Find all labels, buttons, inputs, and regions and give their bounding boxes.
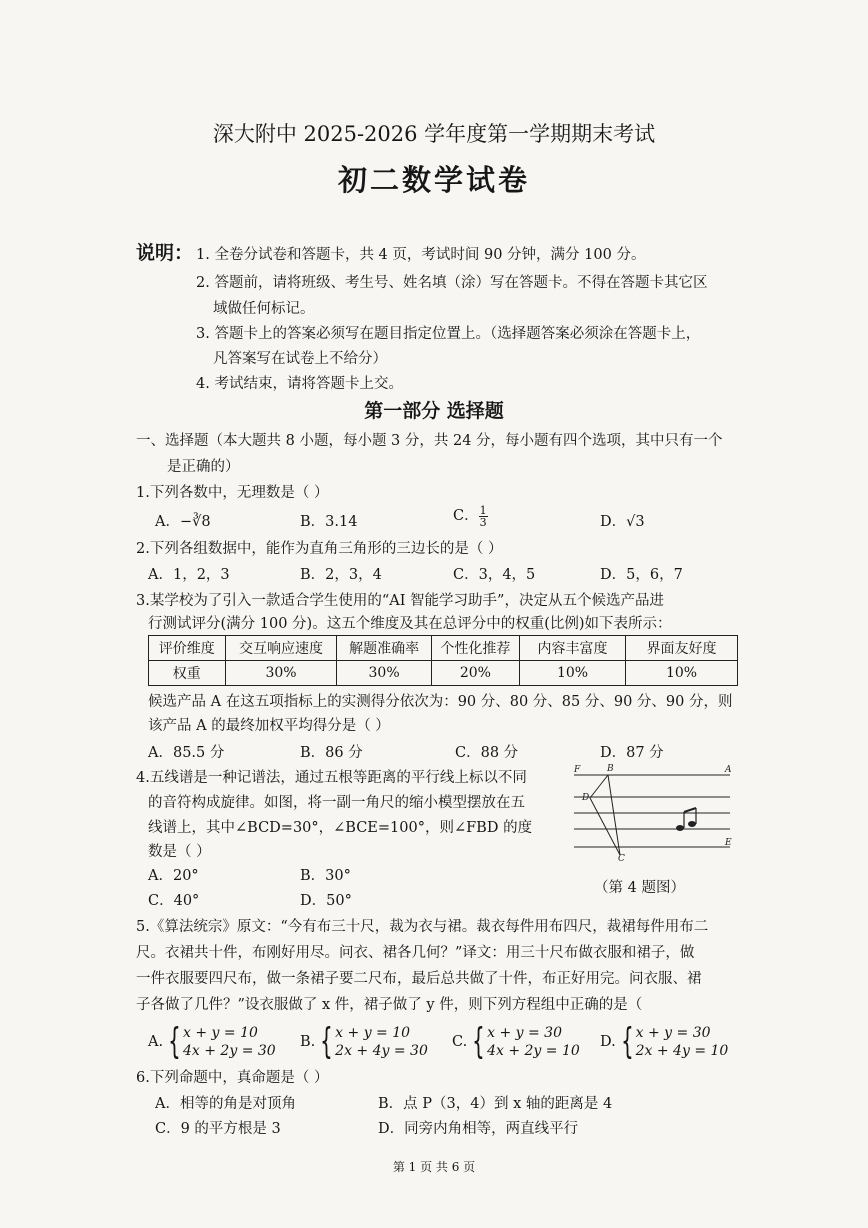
table-row xyxy=(149,661,738,686)
music-notes-icon xyxy=(676,808,696,831)
fig-label-a: A xyxy=(725,765,732,775)
fraction xyxy=(479,505,488,528)
table-cell: 20% xyxy=(431,661,519,686)
q2-option-b: B．2，3，4 xyxy=(300,567,382,583)
q5-stem-3: 一件衣服要四尺布，做一条裙子要二尺布，最后总共做了十件，布正好用完。问衣服、裙 xyxy=(136,971,702,987)
q1-option-a: A．−∛8 xyxy=(155,514,211,530)
section-title: 第一部分 选择题 xyxy=(364,400,504,422)
q2-option-c: C．3，4，5 xyxy=(453,567,536,583)
q5-option-c xyxy=(452,1021,580,1062)
table-header-cell: 解题准确率 xyxy=(337,636,431,661)
table-header-cell: 个性化推荐 xyxy=(431,636,519,661)
q2-option-d: D．5，6，7 xyxy=(600,567,683,583)
option-label: A. xyxy=(148,1034,164,1050)
q4-option-d: D．50° xyxy=(300,893,352,909)
staff-figure xyxy=(560,762,740,862)
instruction-3: 3. 答题卡上的答案必须写在题目指定位置上。（选择题答案必须涂在答题卡上， xyxy=(196,326,701,342)
q1-option-d: D．√3 xyxy=(600,514,645,530)
table-cell: 10% xyxy=(520,661,626,686)
q4-option-a: A．20° xyxy=(148,868,199,884)
table-header-cell: 评价维度 xyxy=(149,636,226,661)
table-cell: 10% xyxy=(626,661,738,686)
q6-option-b: B．点 P（3，4）到 x 轴的距离是 4 xyxy=(378,1096,613,1112)
figure-caption: （第 4 题图） xyxy=(594,880,685,896)
exam-title: 深大附中 2025-2026 学年度第一学期期末考试 xyxy=(212,122,656,146)
q4-option-b: B．30° xyxy=(300,868,351,884)
q3-scores: 候选产品 A 在这五项指标上的实测得分依次为：90 分、80 分、85 分、90 分、90 分，则 xyxy=(148,694,733,710)
option-label: C. xyxy=(452,1034,468,1050)
q5-option-d xyxy=(600,1021,729,1062)
instructions-label: 说明： xyxy=(136,242,194,264)
fraction-numerator: 1 xyxy=(479,503,487,517)
fig-label-e: E xyxy=(725,838,732,848)
fig-label-c: C xyxy=(618,854,625,862)
table-header-cell: 内容丰富度 xyxy=(520,636,626,661)
q3-question: 该产品 A 的最终加权平均得分是（ ） xyxy=(148,718,390,734)
q1-option-c xyxy=(453,504,488,528)
paper-title: 初二数学试卷 xyxy=(337,163,530,197)
brace: { xyxy=(620,1021,634,1062)
table-row xyxy=(149,636,738,661)
q5-stem-4: 子各做了几件？”设衣服做了 x 件，裙子做了 y 件，则下列方程组中正确的是（ xyxy=(136,997,643,1013)
q3-option-d: D．87 分 xyxy=(600,745,664,761)
instruction-1: 1. 全卷分试卷和答题卡，共 4 页，考试时间 90 分钟，满分 100 分。 xyxy=(196,247,646,263)
instruction-4: 4. 考试结束，请将答题卡上交。 xyxy=(196,376,403,392)
q4-stem-4: 数是（ ） xyxy=(148,844,211,860)
table-header-cell: 交互响应速度 xyxy=(225,636,337,661)
fig-label-f: F xyxy=(574,765,581,775)
instruction-2-cont: 域做任何标记。 xyxy=(213,301,315,317)
q6-option-a: A．相等的角是对顶角 xyxy=(155,1096,296,1112)
brace: { xyxy=(472,1021,485,1062)
weight-table xyxy=(148,635,738,686)
option-label: B. xyxy=(300,1034,316,1050)
instruction-2: 2. 答题前，请将班级、考生号、姓名填（涂）写在答题卡。不得在答题卡其它区 xyxy=(196,275,708,291)
q2-option-a: A．1，2，3 xyxy=(148,567,230,583)
q1-option-b: B．3.14 xyxy=(300,514,358,530)
brace: { xyxy=(168,1021,181,1062)
section-intro: 一、选择题（本大题共 8 小题，每小题 3 分，共 24 分，每小题有四个选项，其中只有一个 xyxy=(136,433,723,449)
fig-label-d: D xyxy=(582,793,590,803)
equation: x + y = 30 xyxy=(487,1025,562,1041)
q5-stem-1: 5.《算法统宗》原文：“今有布三十尺，裁为衣与裙。裁衣每件用布四尺，裁裙每件用布二 xyxy=(136,919,709,935)
q4-stem-2: 的音符构成旋律。如图，将一副一角尺的缩小模型摆放在五 xyxy=(148,795,525,811)
instruction-3-cont: 凡答案写在试卷上不给分） xyxy=(213,351,387,367)
equation: 4x + 2y = 30 xyxy=(183,1043,276,1059)
table-header-cell: 界面友好度 xyxy=(626,636,738,661)
q3-option-a: A．85.5 分 xyxy=(148,745,225,761)
table-cell: 权重 xyxy=(149,661,226,686)
q6-option-d: D．同旁内角相等，两直线平行 xyxy=(378,1121,579,1137)
q4-stem-3: 线谱上，其中∠BCD=30°，∠BCE=100°，则∠FBD 的度 xyxy=(148,820,533,836)
q3-stem-cont: 行测试评分(满分 100 分)。这五个维度及其在总评分中的权重(比例)如下表所示： xyxy=(148,616,672,632)
equation: 4x + 2y = 10 xyxy=(487,1043,580,1059)
table-cell: 30% xyxy=(337,661,431,686)
q3-option-c: C．88 分 xyxy=(455,745,519,761)
q4-stem-1: 4.五线谱是一种记谱法，通过五根等距离的平行线上标以不同 xyxy=(136,770,527,786)
q1-option-c-label: C． xyxy=(453,508,479,524)
q5-option-a xyxy=(148,1021,276,1062)
q6-option-c: C．9 的平方根是 3 xyxy=(155,1121,281,1137)
fig-label-b: B xyxy=(607,764,614,774)
fraction-denominator: 3 xyxy=(479,515,487,529)
q5-option-b xyxy=(300,1021,428,1062)
equation: x + y = 30 xyxy=(635,1025,711,1041)
q6-stem: 6.下列命题中，真命题是（ ） xyxy=(136,1070,329,1086)
q2-stem: 2.下列各组数据中，能作为直角三角形的三边长的是（ ） xyxy=(136,541,503,557)
q3-stem: 3.某学校为了引入一款适合学生使用的“AI 智能学习助手”，决定从五个候选产品进 xyxy=(136,593,664,609)
table-cell: 30% xyxy=(225,661,337,686)
equation: x + y = 10 xyxy=(335,1025,411,1041)
page-number: 第 1 页 共 6 页 xyxy=(392,1160,476,1174)
q4-option-c: C．40° xyxy=(148,893,200,909)
option-label: D. xyxy=(600,1034,616,1050)
equation: x + y = 10 xyxy=(183,1025,258,1041)
equation: 2x + 4y = 10 xyxy=(635,1043,729,1059)
q5-stem-2: 尺。衣裙共十件，布刚好用尽。问衣、裙各几何？”译文：用三十尺布做衣服和裙子，做 xyxy=(136,945,695,961)
section-intro-cont: 是正确的） xyxy=(167,459,240,475)
brace: { xyxy=(320,1021,334,1062)
equation: 2x + 4y = 30 xyxy=(335,1043,428,1059)
q3-option-b: B．86 分 xyxy=(300,745,363,761)
q1-stem: 1.下列各数中，无理数是（ ） xyxy=(136,485,329,501)
